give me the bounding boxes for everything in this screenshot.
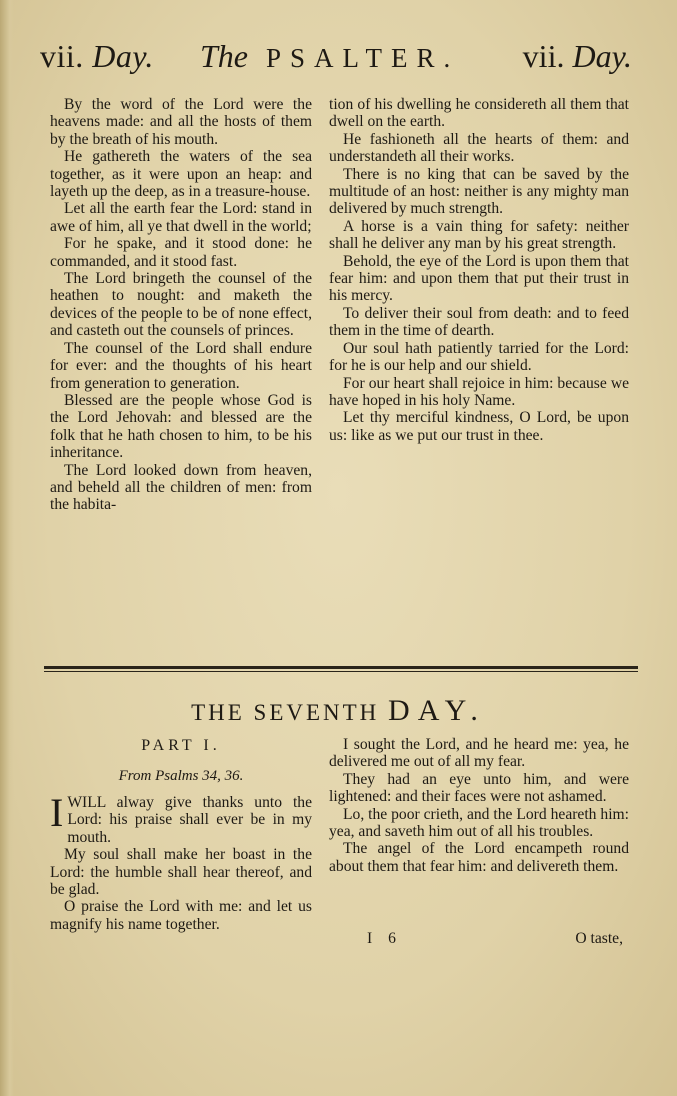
header-left-number: vii. — [40, 38, 84, 74]
header-the: The — [200, 38, 248, 74]
verse: My soul shall make her boast in the Lord: the humble shall hear thereof, and be glad. — [50, 846, 312, 899]
verse: By the word of the Lord were the heavens made: and all the hosts of them by the breath of his mouth. — [50, 96, 312, 148]
header-right — [523, 38, 632, 75]
bottom-right-column — [329, 736, 629, 875]
catchword: O taste, — [575, 930, 623, 947]
verse: Let thy merciful kindness, O Lord, be upon us: like as we put our trust in thee. — [329, 409, 629, 444]
verse: There is no king that can be saved by the multitude of an host: neither is any mighty man delivered by much strength. — [329, 165, 629, 218]
top-right-column — [329, 96, 629, 444]
verse: Let all the earth fear the Lord: stand in awe of him, all ye that dwell in the world; — [50, 200, 312, 235]
header-left — [40, 38, 154, 75]
verse: Blessed are the people whose God is the Lord Jehovah: and blessed are the folk that he hath chosen to him, to be his inheritance. — [50, 391, 312, 462]
drop-cap: I — [50, 790, 64, 835]
verse: The angel of the Lord encampeth round about them that fear him: and delivereth them. — [329, 840, 629, 875]
part-heading: PART I. — [141, 737, 221, 754]
verse: For he spake, and it stood done: he commanded, and it stood fast. — [50, 235, 312, 270]
verse: O praise the Lord with me: and let us magnify his name together. — [50, 898, 312, 933]
verse: He fashioneth all the hearts of them: and understandeth all their works. — [329, 130, 629, 166]
bottom-left-column — [50, 790, 312, 933]
section-title-day: DAY. — [388, 694, 486, 727]
psalm-reference: From Psalms 34, 36. — [118, 768, 244, 784]
signature-mark: I 6 — [367, 930, 402, 947]
section-divider-thin — [44, 671, 638, 672]
verse: The Lord bringeth the counsel of the heathen to nought: and maketh the devices of the people to be of none effect, and casteth out the counsels of princes. — [50, 270, 312, 340]
header-right-day: Day. — [572, 38, 632, 74]
opening-verse — [50, 790, 312, 846]
verse: The counsel of the Lord shall endure for ever: and the thoughts of his heart from generation to generation. — [50, 339, 312, 392]
top-left-column — [50, 96, 312, 514]
page-edge — [0, 0, 14, 1096]
verse: tion of his dwelling he considereth all them that dwell on the earth. — [329, 96, 629, 131]
verse: They had an eye unto him, and were lightened: and their faces were not ashamed. — [329, 770, 629, 806]
running-header — [40, 38, 632, 88]
page-footer — [329, 930, 629, 950]
header-left-day: Day. — [92, 38, 154, 74]
section-title — [0, 694, 677, 728]
header-psalter: PSALTER. — [266, 43, 460, 73]
verse: Lo, the poor crieth, and the Lord heareth him: yea, and saveth him out of all his troubles. — [329, 805, 629, 841]
section-divider-thick — [44, 666, 638, 669]
verse: Our soul hath patiently tarried for the Lord: for he is our help and our shield. — [329, 339, 629, 375]
verse: The Lord looked down from heaven, and beheld all the children of men: from the habita- — [50, 461, 312, 514]
header-title — [200, 38, 459, 75]
header-right-number: vii. — [522, 38, 565, 74]
opening-verse-text: WILL alway give thanks unto the Lord: his praise shall ever be in my mouth. — [67, 794, 312, 846]
verse: To deliver their soul from death: and to feed them in the time of dearth. — [329, 304, 629, 340]
section-title-prefix: THE SEVENTH — [191, 700, 380, 725]
verse: A horse is a vain thing for safety: neither shall he deliver any man by his great strength. — [329, 217, 629, 253]
verse: I sought the Lord, and he heard me: yea, he delivered me out of all my fear. — [329, 736, 629, 771]
verse: For our heart shall rejoice in him: because we have hoped in his holy Name. — [329, 374, 629, 409]
verse: He gathereth the waters of the sea together, as it were upon an heap: and layeth up the deep, as in a treasure-house. — [50, 148, 312, 201]
verse: Behold, the eye of the Lord is upon them that fear him: and upon them that put their trust in his mercy. — [329, 252, 629, 305]
